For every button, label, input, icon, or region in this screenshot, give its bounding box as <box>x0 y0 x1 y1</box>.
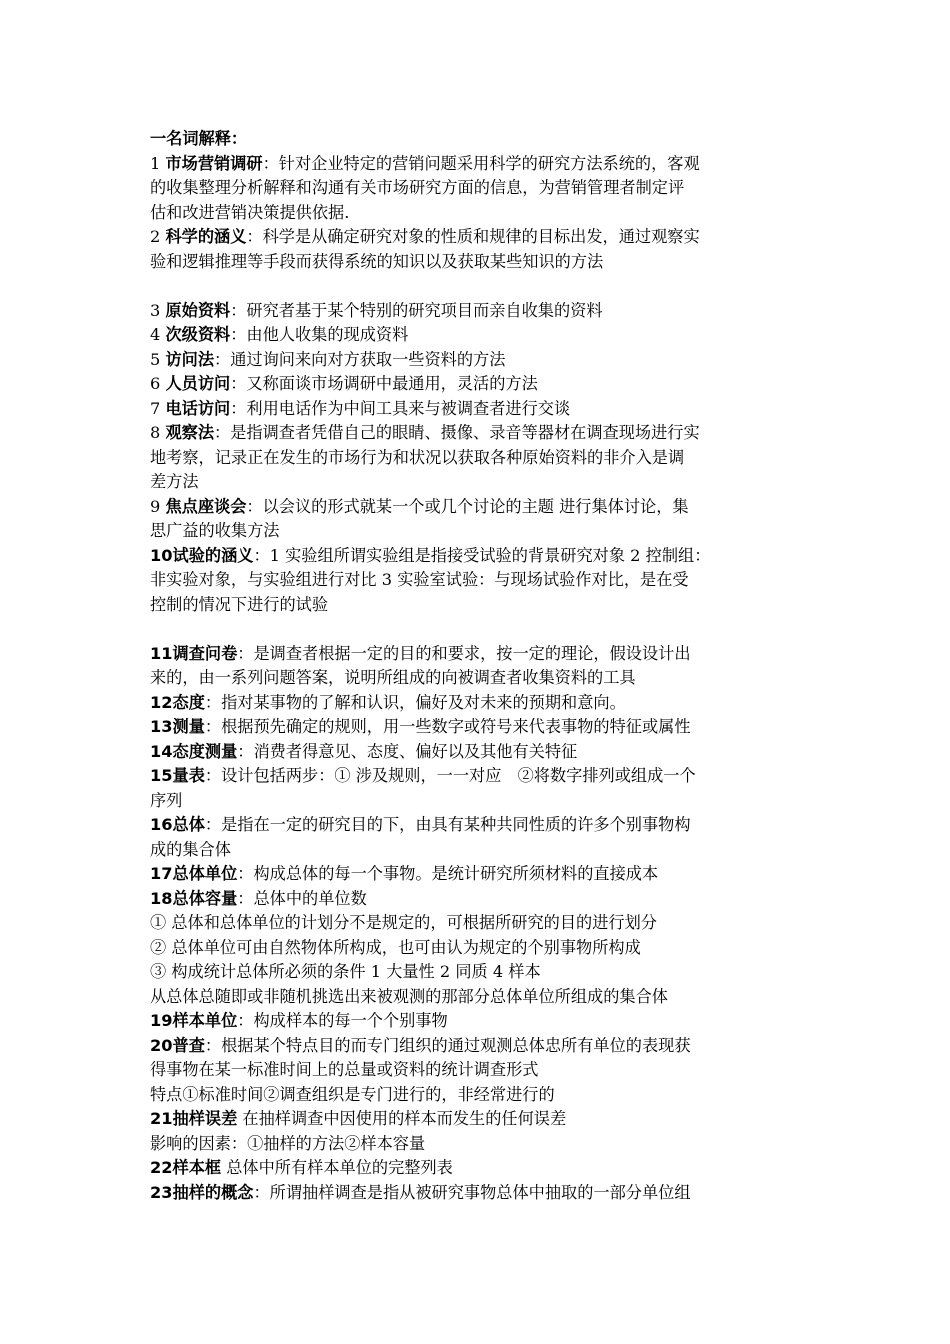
text-line <box>150 593 810 618</box>
text-line <box>150 201 810 226</box>
item-number: 13 <box>150 717 173 736</box>
definition-text: ：根据预先确定的规则，用一些数字或符号来代表事物的特征或属性 <box>204 717 691 736</box>
definition-text: ：构成总体的每一个事物。是统计研究所须材料的直接成本 <box>237 864 659 883</box>
item-number: 22 <box>150 1158 173 1177</box>
text-line <box>150 152 810 177</box>
term-label: 科学的涵义 <box>165 227 247 246</box>
item-number: 2 <box>150 227 161 246</box>
definition-text: ：指对某事物的了解和认识，偏好及对未来的预期和意向。 <box>204 692 626 712</box>
term-label: 量表 <box>172 766 205 785</box>
text-line <box>150 838 810 863</box>
definition-text: 特点①标准时间②调查组织是专门进行的，非经常进行的 <box>150 1084 555 1104</box>
item-number: 19 <box>150 1011 173 1030</box>
item-number: 4 <box>150 325 161 344</box>
definition-text: ：1 实验组所谓实验组是指接受试验的背景研究对象 2 控制组： <box>253 545 711 565</box>
definition-text: ：以会议的形式就某一个或几个讨论的主题 进行集体讨论，集 <box>246 496 689 516</box>
text-line <box>150 691 810 716</box>
definition-text: 来的，由一系列问题答案，说明所组成的向被调查者收集资料的工具 <box>150 668 636 687</box>
definition-text: ：针对企业特定的营销问题采用科学的研究方法系统的，客观 <box>262 153 700 173</box>
definition-text: 非实验对象，与实验组进行对比 3 实验室试验：与现场试验作对比，是在受 <box>150 570 689 589</box>
text-line <box>150 789 810 814</box>
item-number: 16 <box>150 815 173 834</box>
term-label: 抽样的概念 <box>172 1182 254 1202</box>
definition-text: ：是指在一定的研究目的下，由具有某种共同性质的许多个别事物构 <box>204 815 691 834</box>
definition-text: ：是调查者根据一定的目的和要求，按一定的理论，假设设计出 <box>237 643 691 663</box>
text-line <box>150 446 810 471</box>
text-line <box>150 250 810 275</box>
definition-text: 序列 <box>150 790 183 810</box>
definition-text: 影响的因素：①抽样的方法②样本容量 <box>150 1133 426 1153</box>
blank-line <box>150 274 810 299</box>
term-label: 测量 <box>172 717 205 736</box>
term-label: 样本框 <box>172 1158 222 1177</box>
text-line <box>150 887 810 912</box>
definition-text: 控制的情况下进行的试验 <box>150 594 329 614</box>
text-line <box>150 740 810 765</box>
item-number: 10 <box>150 545 173 565</box>
text-line <box>150 715 810 740</box>
definition-text: ③ 构成统计总体所必须的条件 1 大量性 2 同质 4 样本 <box>150 962 541 981</box>
definition-list <box>150 152 810 1206</box>
item-number: 23 <box>150 1182 173 1202</box>
text-line <box>150 1132 810 1157</box>
term-label: 样本单位 <box>172 1011 238 1030</box>
text-line <box>150 568 810 593</box>
text-line <box>150 1107 810 1132</box>
text-line <box>150 421 810 446</box>
definition-text: 的收集整理分析解释和沟通有关市场研究方面的信息，为营销管理者制定评 <box>150 178 685 197</box>
definition-text: ① 总体和总体单位的计划分不是规定的，可根据所研究的目的进行划分 <box>150 913 657 932</box>
item-number: 1 <box>150 153 161 173</box>
text-line <box>150 1009 810 1034</box>
term-label: 态度 <box>172 692 205 712</box>
item-number: 5 <box>150 349 161 369</box>
text-line <box>150 225 810 250</box>
definition-text: ：消费者得意见、态度、偏好以及其他有关特征 <box>237 741 578 761</box>
term-label: 焦点座谈会 <box>165 496 247 516</box>
item-number: 6 <box>150 374 161 393</box>
text-line <box>150 1083 810 1108</box>
text-line <box>150 544 810 569</box>
text-line <box>150 397 810 422</box>
definition-text: 成的集合体 <box>150 839 231 859</box>
definition-text: ：利用电话作为中间工具来与被调查者进行交谈 <box>230 398 571 418</box>
term-label: 普查 <box>172 1035 205 1055</box>
definition-text: 估和改进营销决策提供依据. <box>150 202 350 222</box>
definition-text: ：又称面谈市场调研中最通用，灵活的方法 <box>230 374 538 393</box>
definition-text: 验和逻辑推理等手段而获得系统的知识以及获取某些知识的方法 <box>150 251 604 271</box>
definition-text: ：构成样本的每一个个别事物 <box>237 1011 448 1030</box>
item-number: 11 <box>150 643 173 663</box>
term-label: 总体 <box>172 815 205 834</box>
definition-text: 得事物在某一标准时间上的总量或资料的统计调查形式 <box>150 1060 539 1079</box>
definition-text: ：通过询问来向对方获取一些资料的方法 <box>214 349 506 369</box>
term-label: 电话访问 <box>165 398 231 418</box>
definition-text: ：总体中的单位数 <box>237 888 367 908</box>
text-line <box>150 911 810 936</box>
definition-text: 思广益的收集方法 <box>150 521 280 540</box>
term-label: 观察法 <box>165 423 215 442</box>
definition-text: ：根据某个特点目的而专门组织的通过观测总体忠所有单位的表现获 <box>204 1035 691 1055</box>
definition-text: 总体中所有样本单位的完整列表 <box>221 1158 453 1177</box>
definition-text: 差方法 <box>150 472 199 491</box>
definition-text: ：设计包括两步：① 涉及规则，一一对应 ②将数字排列或组成一个 <box>204 766 696 785</box>
blank-line <box>150 617 810 642</box>
text-line <box>150 299 810 324</box>
term-label: 态度测量 <box>172 741 238 761</box>
term-label: 抽样误差 <box>172 1109 238 1128</box>
item-number: 20 <box>150 1035 173 1055</box>
text-line <box>150 176 810 201</box>
item-number: 21 <box>150 1109 173 1128</box>
text-line <box>150 495 810 520</box>
text-line <box>150 372 810 397</box>
term-label: 调查问卷 <box>172 643 238 663</box>
text-line <box>150 1058 810 1083</box>
term-label: 总体单位 <box>172 864 238 883</box>
definition-text: 从总体总随即或非随机挑选出来被观测的那部分总体单位所组成的集合体 <box>150 986 668 1006</box>
item-number: 7 <box>150 398 161 418</box>
term-label: 试验的涵义 <box>172 545 254 565</box>
text-line <box>150 323 810 348</box>
text-line <box>150 1156 810 1181</box>
text-line <box>150 348 810 373</box>
section-heading: 一名词解释： <box>150 129 248 148</box>
document-body <box>150 127 810 1205</box>
term-label: 访问法 <box>165 349 215 369</box>
text-line <box>150 470 810 495</box>
definition-text: ：研究者基于某个特别的研究项目而亲自收集的资料 <box>230 300 603 320</box>
text-line <box>150 985 810 1010</box>
text-line <box>150 862 810 887</box>
term-label: 市场营销调研 <box>165 153 263 173</box>
item-number: 3 <box>150 300 161 320</box>
text-line <box>150 960 810 985</box>
definition-text: ：所谓抽样调查是指从被研究事物总体中抽取的一部分单位组 <box>253 1182 691 1202</box>
item-number: 14 <box>150 741 173 761</box>
item-number: 17 <box>150 864 173 883</box>
item-number: 9 <box>150 496 161 516</box>
text-line <box>150 1034 810 1059</box>
text-line <box>150 764 810 789</box>
text-line <box>150 1181 810 1206</box>
text-line <box>150 642 810 667</box>
term-label: 总体容量 <box>172 888 238 908</box>
definition-text: ：是指调查者凭借自己的眼睛、摄像、录音等器材在调查现场进行实 <box>214 423 700 442</box>
text-line <box>150 519 810 544</box>
term-label: 人员访问 <box>165 374 231 393</box>
definition-text: ② 总体单位可由自然物体所构成，也可由认为规定的个别事物所构成 <box>150 937 641 957</box>
definition-text: 在抽样调查中因使用的样本而发生的任何误差 <box>237 1109 567 1128</box>
text-line <box>150 936 810 961</box>
item-number: 8 <box>150 423 161 442</box>
definition-text: ：科学是从确定研究对象的性质和规律的目标出发，通过观察实 <box>246 227 700 246</box>
text-line <box>150 666 810 691</box>
item-number: 12 <box>150 692 173 712</box>
term-label: 原始资料 <box>165 300 231 320</box>
term-label: 次级资料 <box>165 325 231 344</box>
item-number: 18 <box>150 888 173 908</box>
definition-text: 地考察，记录正在发生的市场行为和状况以获取各种原始资料的非介入是调 <box>150 447 685 467</box>
definition-text: ：由他人收集的现成资料 <box>230 325 409 344</box>
item-number: 15 <box>150 766 173 785</box>
text-line <box>150 813 810 838</box>
